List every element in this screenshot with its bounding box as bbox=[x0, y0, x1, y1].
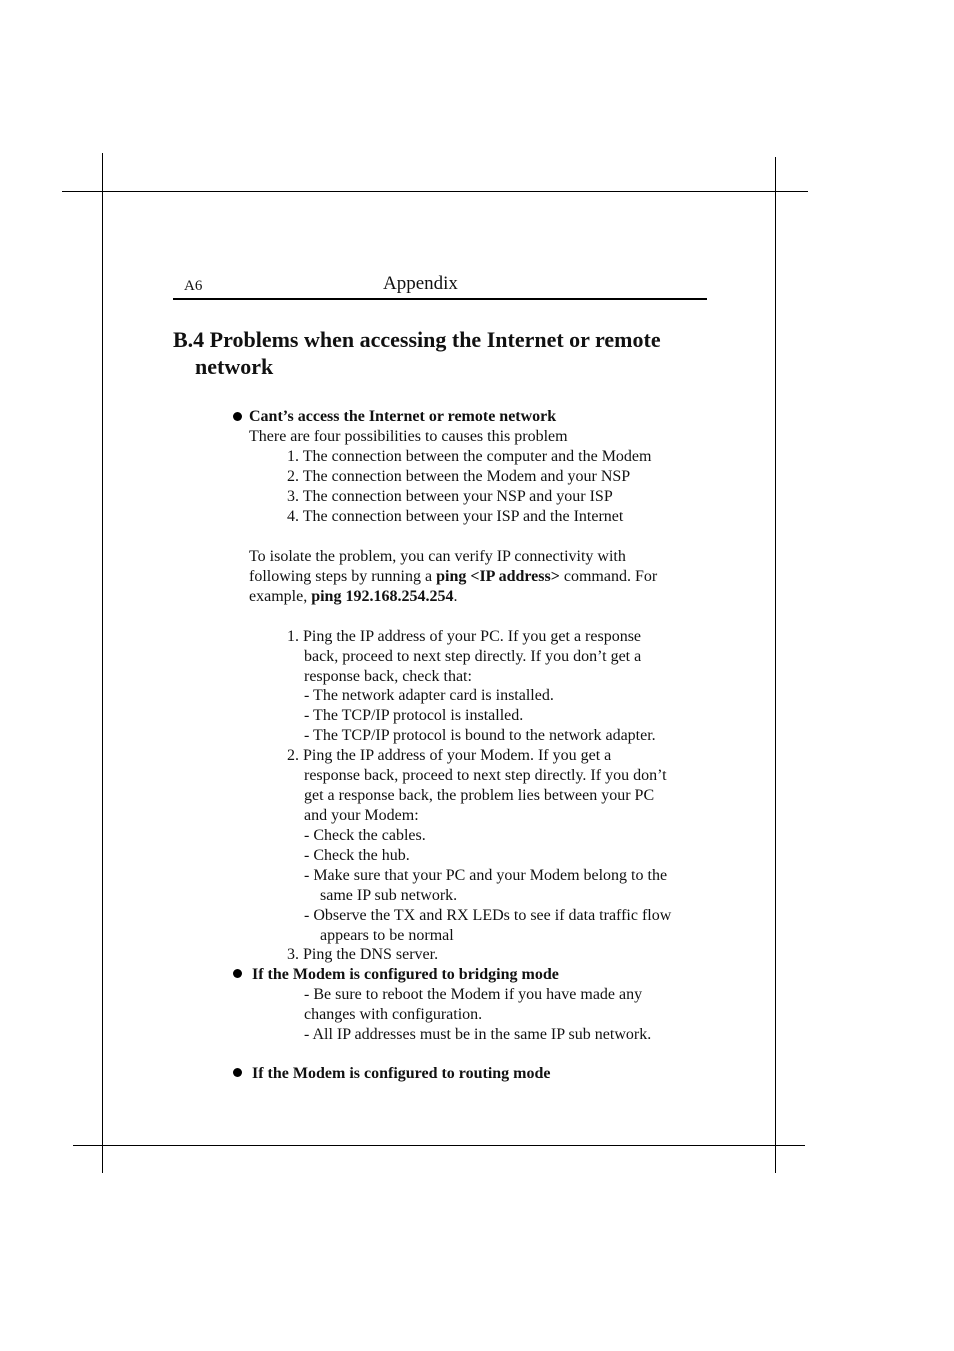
section-title-line: network bbox=[195, 354, 274, 379]
crop-mark bbox=[102, 153, 103, 1173]
problem-heading: If the Modem is configured to bridging mode bbox=[252, 966, 559, 983]
step-line: and your Modem: bbox=[304, 807, 419, 824]
bullet-icon bbox=[233, 412, 242, 421]
text-span: example, bbox=[249, 588, 312, 605]
paragraph-line bbox=[249, 587, 457, 607]
section-title-line: B.4 Problems when accessing the Internet or remote bbox=[173, 327, 661, 352]
step-line: changes with configuration. bbox=[304, 1006, 483, 1023]
step-line: - Check the hub. bbox=[304, 847, 410, 864]
paragraph-line: To isolate the problem, you can verify IP connectivity with bbox=[249, 548, 626, 565]
paragraph-line bbox=[249, 567, 657, 587]
list-item: 3. The connection between your NSP and your ISP bbox=[287, 488, 613, 505]
step-line: - Be sure to reboot the Modem if you have made any bbox=[304, 986, 643, 1003]
step-line: - The TCP/IP protocol is installed. bbox=[304, 707, 524, 724]
crop-mark bbox=[775, 157, 776, 1173]
step-line: appears to be normal bbox=[320, 927, 454, 944]
step-line: - Check the cables. bbox=[304, 827, 426, 844]
step-line: - All IP addresses must be in the same IP sub network. bbox=[304, 1026, 652, 1043]
step-line: - Observe the TX and RX LEDs to see if data traffic flow bbox=[304, 907, 672, 924]
step-line: response back, check that: bbox=[304, 668, 472, 685]
problem-heading: Cant’s access the Internet or remote network bbox=[249, 408, 557, 425]
text-span: following steps by running a bbox=[249, 568, 437, 585]
crop-mark bbox=[62, 191, 808, 192]
page-number: A6 bbox=[184, 278, 203, 294]
step-line: 1. Ping the IP address of your PC. If you get a response bbox=[287, 628, 642, 645]
step-line: - The TCP/IP protocol is bound to the network adapter. bbox=[304, 727, 656, 744]
header-rule bbox=[173, 298, 707, 300]
step-line: - The network adapter card is installed. bbox=[304, 687, 554, 704]
command-text: ping <IP address> bbox=[436, 568, 560, 585]
section-title bbox=[173, 326, 733, 380]
problem-heading: If the Modem is configured to routing mode bbox=[252, 1065, 551, 1082]
step-line: get a response back, the problem lies between your PC bbox=[304, 787, 655, 804]
step-line: 2. Ping the IP address of your Modem. If you get a bbox=[287, 747, 612, 764]
step-line: response back, proceed to next step directly. If you don’t bbox=[304, 767, 667, 784]
step-line: same IP sub network. bbox=[320, 887, 458, 904]
step-line: back, proceed to next step directly. If you don’t get a bbox=[304, 648, 642, 665]
step-line: - Make sure that your PC and your Modem belong to the bbox=[304, 867, 668, 884]
list-item: 1. The connection between the computer and the Modem bbox=[287, 448, 652, 465]
command-text: ping 192.168.254.254 bbox=[311, 588, 454, 605]
problem-intro: There are four possibilities to causes this problem bbox=[249, 428, 568, 445]
crop-mark bbox=[73, 1145, 805, 1146]
step-line: 3. Ping the DNS server. bbox=[287, 946, 439, 963]
text-span: . bbox=[453, 588, 458, 605]
bullet-icon bbox=[233, 1068, 242, 1077]
list-item: 4. The connection between your ISP and the Internet bbox=[287, 508, 624, 525]
running-title: Appendix bbox=[383, 273, 458, 294]
list-item: 2. The connection between the Modem and your NSP bbox=[287, 468, 631, 485]
text-span: command. For bbox=[559, 568, 658, 585]
bullet-icon bbox=[233, 969, 242, 978]
